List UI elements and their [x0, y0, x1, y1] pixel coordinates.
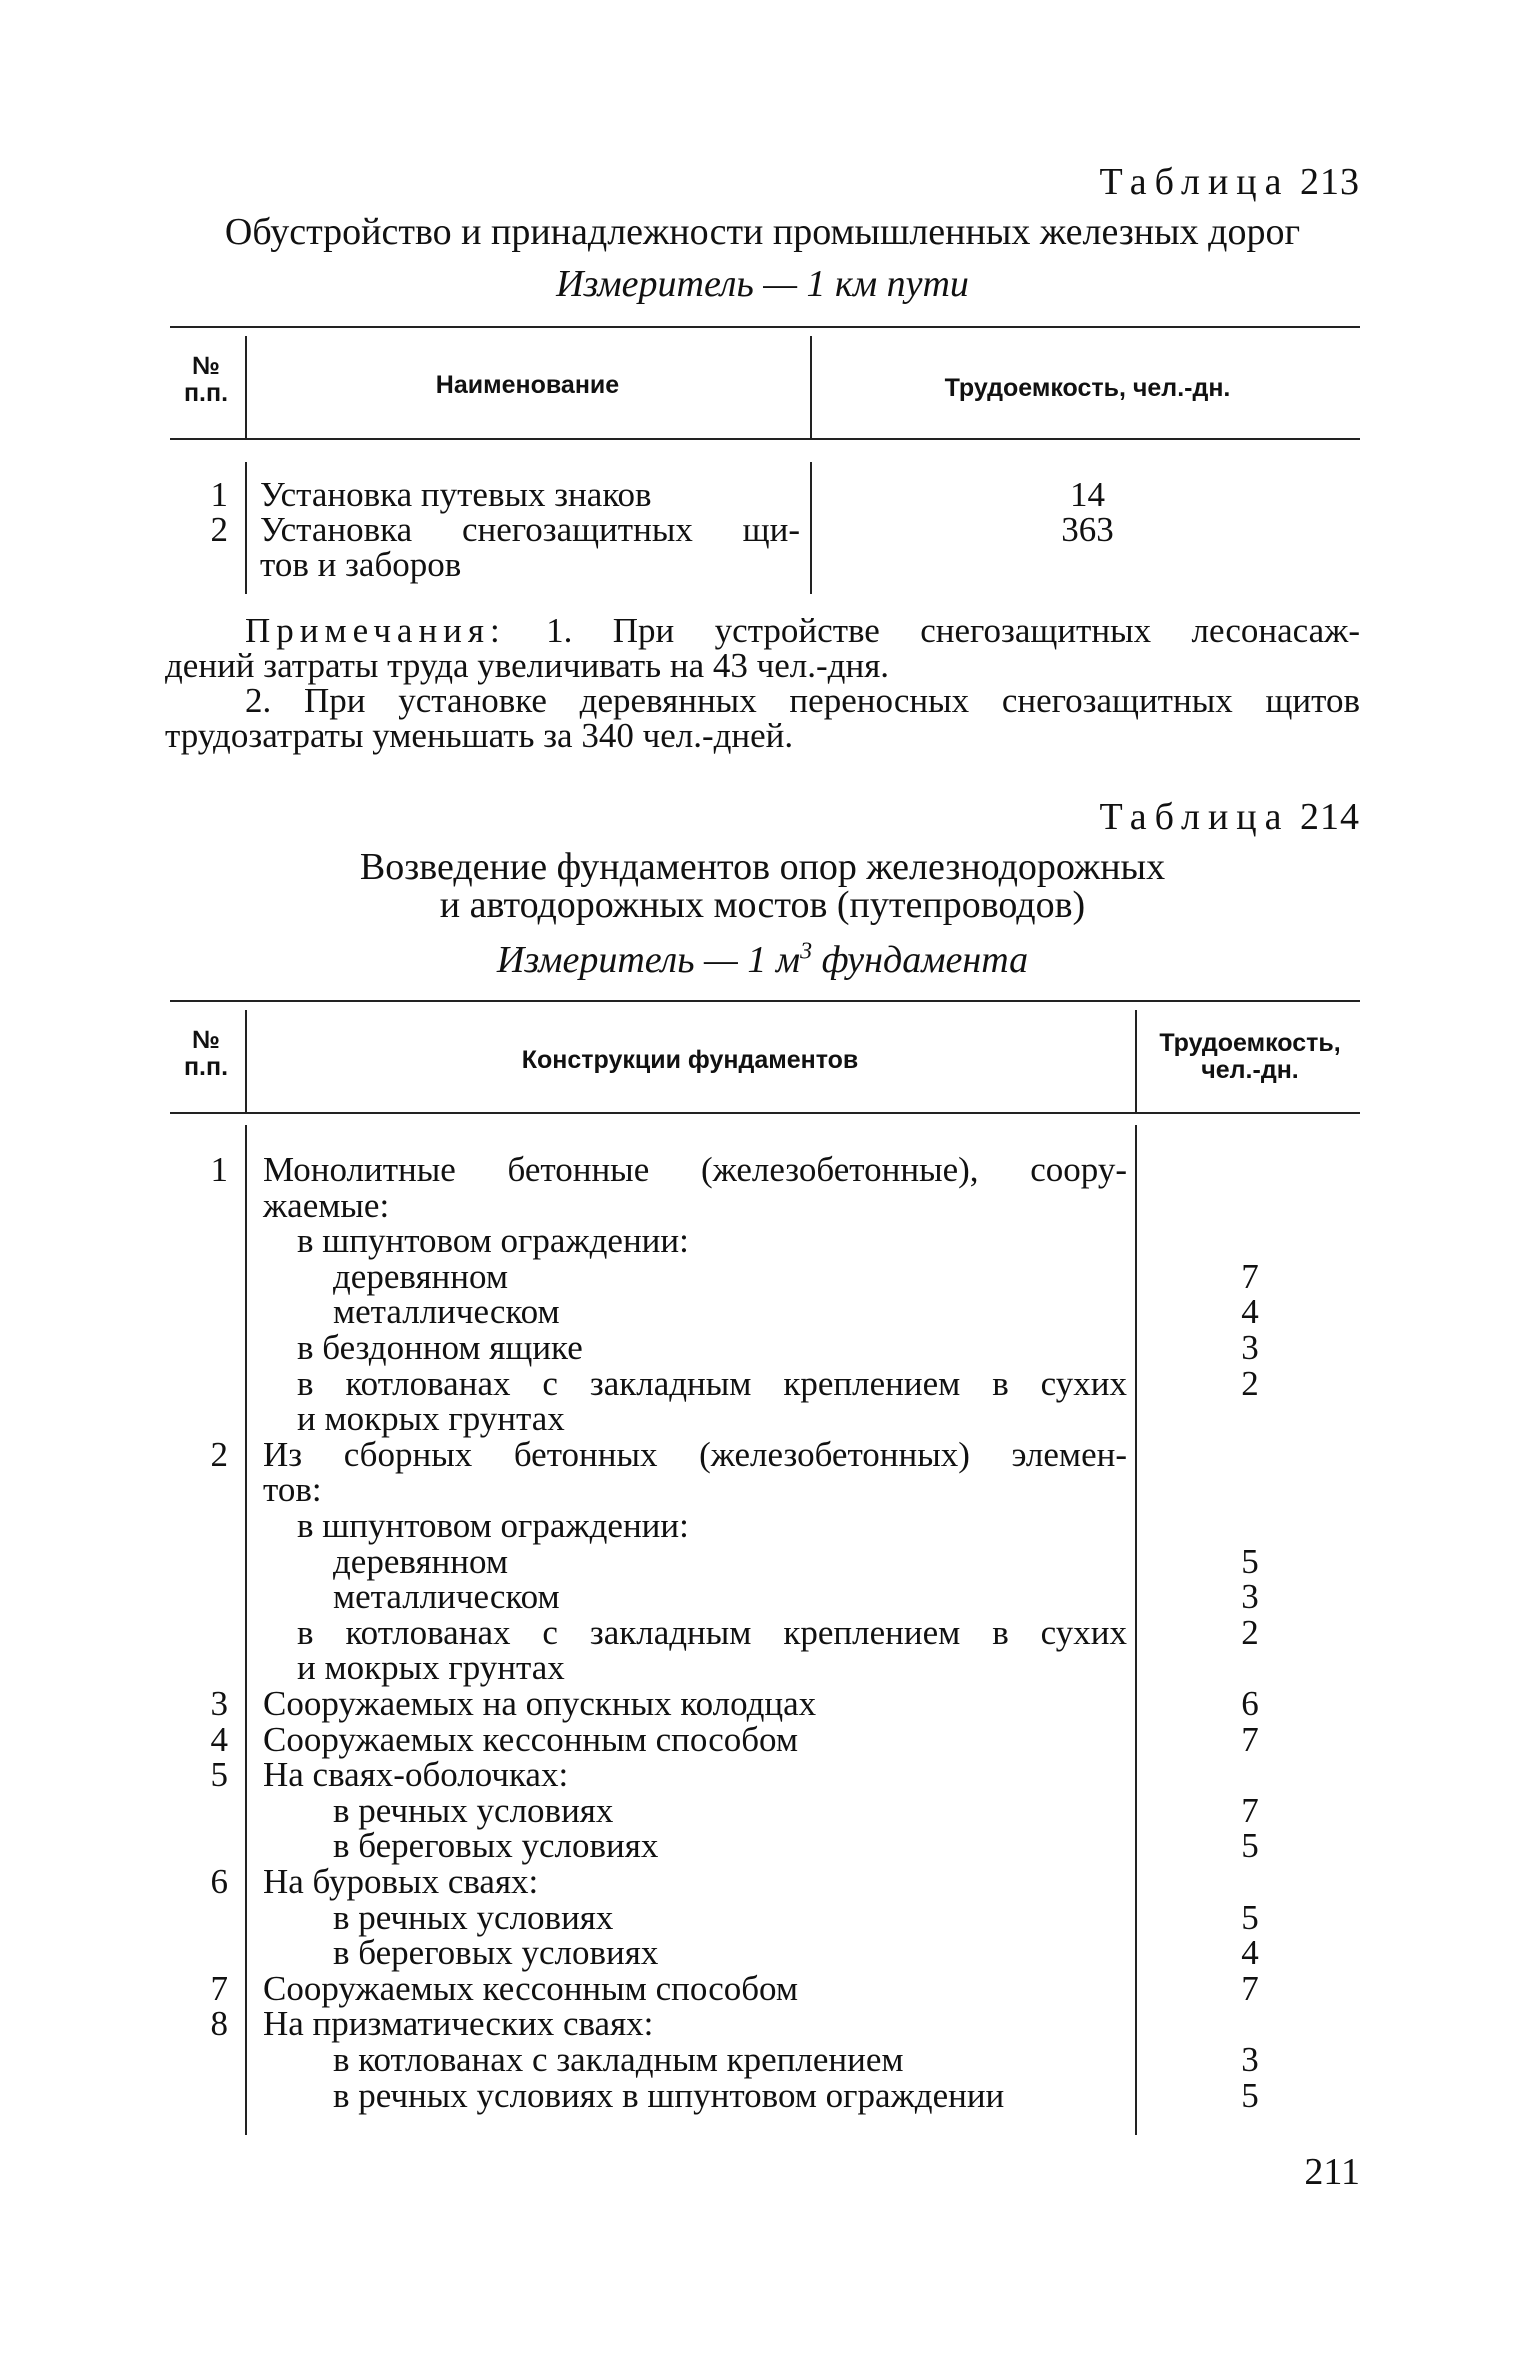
table-214-row-value: 4	[1241, 1292, 1259, 1331]
table-214-row-number	[170, 1223, 228, 1258]
table-214-row-value	[1140, 1188, 1360, 1223]
table-214-row-value: 7	[1241, 1720, 1259, 1759]
table-213-notes	[165, 613, 1360, 753]
table-213-measure: Измеритель — 1 км пути	[556, 263, 969, 305]
table-214-row-value: 4	[1241, 1933, 1259, 1972]
table-214-number	[165, 795, 1360, 839]
table-214-row-value	[1140, 1472, 1360, 1507]
table-214-row-text: На буровых сваях:	[263, 1862, 539, 1901]
table-214-row-number	[170, 1900, 228, 1935]
table-213-row-text: Установка снегозащитных щи-	[260, 510, 800, 549]
table-213-header-rule	[170, 438, 1360, 440]
table-214-row-value: 5	[1241, 2076, 1259, 2115]
table-214-row-number: 2	[210, 1435, 228, 1474]
table-214-row-text: в котлованах с закладным креплением в сухих	[297, 1613, 1127, 1652]
table-214-row-number: 6	[210, 1862, 228, 1901]
table-214-row-number: 7	[210, 1969, 228, 2008]
table-214-row-text: и мокрых грунтах	[297, 1399, 565, 1438]
table-214-row-value: 3	[1241, 1577, 1259, 1616]
table-214-row-text: жаемые:	[263, 1186, 390, 1225]
table-214-row-number	[170, 1828, 228, 1863]
table-214-body-divider-1	[245, 1125, 247, 2135]
table-214-header-labor-line-2: чел.-дн.	[1201, 1056, 1299, 1084]
table-214-header-num	[170, 1027, 242, 1081]
table-214-row-value	[1140, 1223, 1360, 1258]
table-213-body-divider-2	[810, 462, 812, 594]
table-214-row-number	[170, 1650, 228, 1685]
table-214-number-word: Таблица	[1099, 796, 1290, 838]
table-214-row-value: 5	[1241, 1898, 1259, 1937]
table-214-row-text: в шпунтовом ограждении:	[297, 1221, 689, 1260]
table-214-row-text: в речных условиях	[333, 1898, 614, 1937]
table-213-row-text: тов и заборов	[260, 545, 462, 584]
table-213-note-1-text: 1. При устройстве снегозащитных лесонасаж-	[546, 611, 1360, 650]
table-214-row-number	[170, 2078, 228, 2113]
table-214-header-divider-1	[245, 1010, 247, 1112]
table-214-title-line-2: и автодорожных мостов (путепроводов)	[439, 884, 1086, 926]
table-213-header-num-sign: №	[192, 352, 220, 380]
table-214-row-number: 1	[210, 1150, 228, 1189]
table-214-row-text: в береговых условиях	[333, 1933, 659, 1972]
table-214-row-number	[170, 1615, 228, 1650]
table-214-row-value: 3	[1241, 1328, 1259, 1367]
table-214-row-value: 6	[1241, 1684, 1259, 1723]
table-214-row-value: 7	[1241, 1791, 1259, 1830]
table-214-row-number	[170, 2042, 228, 2077]
table-214-row-number: 4	[210, 1720, 228, 1759]
table-213-body-divider-1	[245, 462, 247, 594]
table-214-row-text: Сооружаемых кессонным способом	[263, 1969, 799, 2008]
table-214-row-value: 5	[1241, 1542, 1259, 1581]
table-214-header-rule	[170, 1112, 1360, 1114]
table-213-header-labor: Трудоемкость, чел.-дн.	[944, 374, 1231, 402]
table-214-row-text: металлическом	[333, 1292, 560, 1331]
table-213-header-divider-2	[810, 336, 812, 438]
table-214-title-line-1: Возведение фундаментов опор железнодорожных	[359, 846, 1166, 888]
table-214-row-value	[1140, 1508, 1360, 1543]
table-214-row-text: Сооружаемых на опускных колодцах	[263, 1684, 817, 1723]
table-213-header-num-pp: п.п.	[183, 379, 229, 407]
table-214-header-num-sign: №	[192, 1026, 220, 1054]
table-214-measure-suffix: фундамента	[812, 939, 1029, 981]
table-214-header-divider-2	[1135, 1010, 1137, 1112]
table-214-row-text: в шпунтовом ограждении:	[297, 1506, 689, 1545]
table-214-row-number	[170, 1401, 228, 1436]
table-213-row-number: 2	[210, 510, 228, 549]
table-214-number-value: 214	[1300, 796, 1360, 838]
table-214-row-value: 2	[1241, 1613, 1259, 1652]
table-214-row-value: 3	[1241, 2040, 1259, 2079]
table-214-row-value	[1140, 1152, 1360, 1187]
table-214-row-value	[1140, 1757, 1360, 1792]
table-214-row-number	[170, 1366, 228, 1401]
table-213-note-1-start	[165, 613, 1360, 648]
table-213-header-num	[170, 353, 242, 407]
table-213-row-text: Установка путевых знаков	[260, 475, 652, 514]
table-214-row-text: и мокрых грунтах	[297, 1648, 565, 1687]
table-213-row-value: 14	[1070, 475, 1105, 514]
table-214-row-text: деревянном	[333, 1542, 508, 1581]
table-214-header-labor	[1140, 1030, 1360, 1084]
table-214-row-text: Сооружаемых кессонным способом	[263, 1720, 799, 1759]
table-214-top-rule	[170, 1000, 1360, 1002]
table-213-row-value: 363	[1061, 510, 1114, 549]
table-214-row-number	[170, 1188, 228, 1223]
table-214-row-text: в речных условиях	[333, 1791, 614, 1830]
table-214-row-number: 3	[210, 1684, 228, 1723]
table-213-row-number: 1	[210, 475, 228, 514]
page-number: 211	[1304, 2151, 1360, 2193]
table-213-top-rule	[170, 326, 1360, 328]
table-214-row-text: На призматических сваях:	[263, 2004, 654, 2043]
table-213-note-2-end: трудозатраты уменьшать за 340 чел.-дней.	[165, 716, 794, 755]
table-214-row-number	[170, 1793, 228, 1828]
table-213-notes-label: Примечания:	[245, 611, 506, 650]
table-214-row-value	[1140, 2006, 1360, 2041]
table-213-header-divider-1	[245, 336, 247, 438]
table-214-row-number	[170, 1472, 228, 1507]
table-214-header-num-pp: п.п.	[183, 1053, 229, 1081]
table-214-row-value: 7	[1241, 1257, 1259, 1296]
table-214-row-text: в береговых условиях	[333, 1826, 659, 1865]
table-214-row-text: в котлованах с закладным креплением	[333, 2040, 904, 2079]
table-214-row-text: деревянном	[333, 1257, 508, 1296]
table-214-row-value: 2	[1241, 1364, 1259, 1403]
table-214-row-number	[170, 1330, 228, 1365]
table-214-row-text: в бездонном ящике	[297, 1328, 583, 1367]
table-213-note-1-end: дений затраты труда увеличивать на 43 чел.-дня.	[165, 646, 890, 685]
table-214-row-number	[170, 1544, 228, 1579]
table-214-row-text: в речных условиях в шпунтовом ограждении	[333, 2076, 1005, 2115]
table-214-row-number: 8	[210, 2004, 228, 2043]
table-214-row-number	[170, 1579, 228, 1614]
table-214-row-text: Монолитные бетонные (железобетонные), соору-	[263, 1150, 1127, 1189]
table-214-row-value: 7	[1241, 1969, 1259, 2008]
table-214-row-number	[170, 1259, 228, 1294]
table-214-body-divider-2	[1135, 1125, 1137, 2135]
table-214-row-number	[170, 1935, 228, 1970]
table-214-row-text: в котлованах с закладным креплением в сухих	[297, 1364, 1127, 1403]
table-214-row-value	[1140, 1864, 1360, 1899]
table-214-row-number	[170, 1294, 228, 1329]
table-214-row-text: тов:	[263, 1470, 322, 1509]
table-213-header-name: Наименование	[435, 371, 620, 399]
table-214-row-value	[1140, 1437, 1360, 1472]
table-214-row-value	[1140, 1650, 1360, 1685]
table-214-row-text: Из сборных бетонных (железобетонных) элемен-	[263, 1435, 1127, 1474]
table-214-measure	[165, 938, 1360, 982]
table-214-row-number	[170, 1508, 228, 1543]
table-214-row-number: 5	[210, 1755, 228, 1794]
table-214-measure-prefix: Измеритель — 1 м	[496, 939, 801, 981]
table-213-title: Обустройство и принадлежности промышленных железных дорог	[224, 211, 1301, 253]
table-214-row-text: металлическом	[333, 1577, 560, 1616]
table-213-number-word: Таблица	[1099, 161, 1290, 203]
table-214-row-value: 5	[1241, 1826, 1259, 1865]
table-214-row-value	[1140, 1401, 1360, 1436]
table-213-number-value: 213	[1300, 161, 1360, 203]
table-213-number	[165, 160, 1360, 204]
table-214-measure-sup: 3	[800, 938, 813, 965]
table-214-header-name: Конструкции фундаментов	[521, 1046, 859, 1074]
table-213-note-2-start: 2. При установке деревянных переносных снегозащитных щитов	[245, 681, 1360, 720]
table-214-row-text: На сваях-оболочках:	[263, 1755, 569, 1794]
table-214-header-labor-line-1: Трудоемкость,	[1159, 1029, 1341, 1057]
